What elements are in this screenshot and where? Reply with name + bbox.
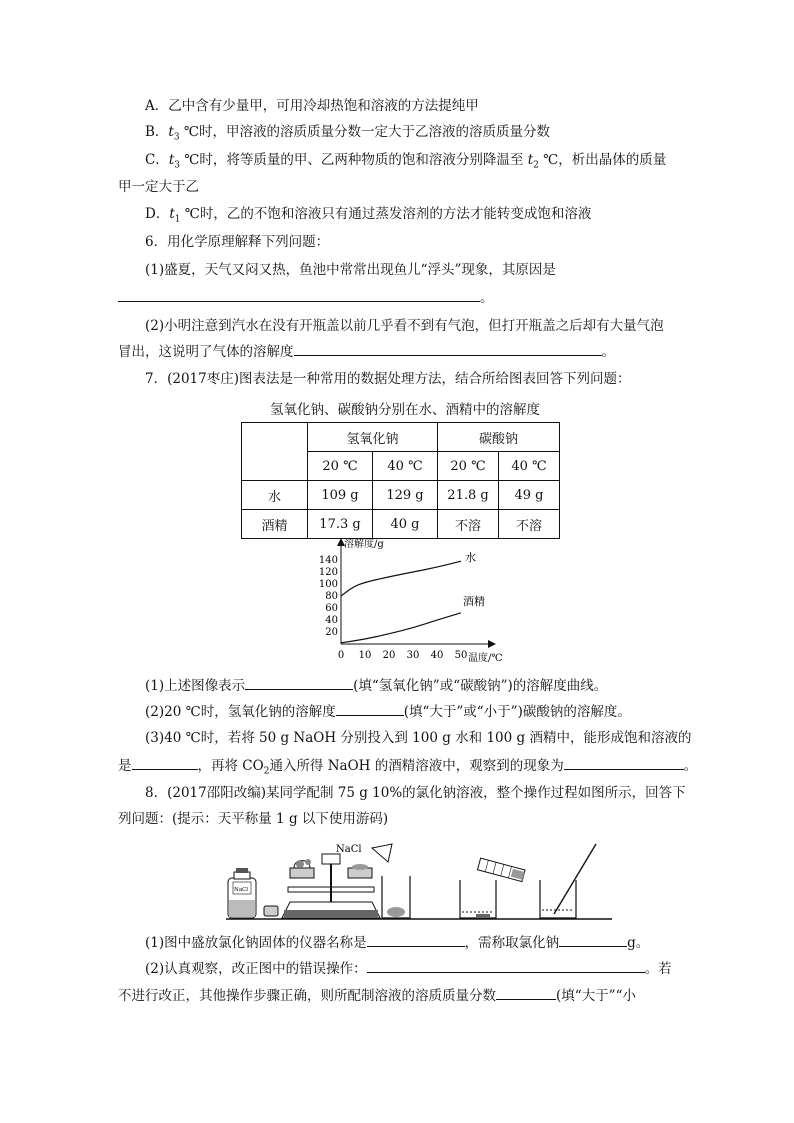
q7-p3 bbox=[145, 728, 691, 748]
table-cell: 不溶 bbox=[499, 510, 560, 539]
x-ticks bbox=[338, 650, 468, 661]
option-c-sub2: 2 bbox=[533, 160, 539, 171]
q7-p3-blank2[interactable] bbox=[564, 755, 684, 770]
series-label-1: 酒精 bbox=[463, 594, 485, 608]
q8-p1-end: g。 bbox=[627, 935, 650, 951]
table-cell: 不溶 bbox=[438, 510, 499, 539]
q7-co2-sub: 2 bbox=[263, 766, 270, 777]
glass-rod-icon bbox=[554, 844, 596, 914]
q7-p2-text: (2)20 ℃时，氢氧化钠的溶解度 bbox=[145, 704, 336, 720]
q8-stem bbox=[145, 783, 686, 803]
table-solvent: 酒精 bbox=[242, 510, 308, 539]
beaker-water-icon bbox=[460, 858, 525, 918]
q8-p1-blank2[interactable] bbox=[559, 932, 627, 947]
table-title: 氢氧化钠、碳酸钠分别在水、酒精中的溶解度 bbox=[270, 402, 540, 418]
q7-p3-end: 。 bbox=[683, 758, 698, 774]
table-header-na2co3: 碳酸钠 bbox=[438, 423, 560, 452]
q8-p2-line2-text: 不进行改正，其他操作步骤正确，则所配制溶液的溶质质量分数 bbox=[118, 988, 496, 1004]
q6-p2-end: 。 bbox=[601, 344, 615, 360]
option-b-text: ℃时，甲溶液的溶质质量分数一定大于乙溶液的溶质质量分数 bbox=[179, 124, 550, 140]
table-cell: 21.8 g bbox=[438, 481, 499, 510]
y-tick-label: 120 bbox=[318, 567, 338, 578]
q7-stem-text: 7．(2017枣庄)图表法是一种常用的数据处理方法，结合所给图表回答下列问题： bbox=[145, 371, 631, 387]
q8-p1-mid: ，需称取氯化钠 bbox=[464, 935, 560, 951]
option-d-prefix: D． bbox=[145, 206, 170, 222]
q6-stem-text: 6．用化学原理解释下列问题： bbox=[145, 234, 330, 250]
nacl-label: NaCl bbox=[336, 844, 362, 855]
q8-stem-line2 bbox=[118, 809, 388, 829]
table-cell: 109 g bbox=[308, 481, 373, 510]
q8-p2-line2 bbox=[118, 985, 636, 1006]
option-d-sub: 1 bbox=[174, 214, 181, 225]
option-d-text: ℃时，乙的不饱和溶液只有通过蒸发溶剂的方法才能转变成饱和溶液 bbox=[180, 206, 592, 222]
q7-p3-text: (3)40 ℃时，若将 50 g NaOH 分别投入到 100 g 水和 100 g 酒精中，能形成饱和溶液的 bbox=[145, 730, 692, 746]
series-line-1 bbox=[341, 613, 461, 643]
table-header-naoh: 氢氧化钠 bbox=[308, 423, 438, 452]
y-tick-label: 80 bbox=[325, 591, 338, 602]
q6-p1-end: 。 bbox=[480, 290, 494, 306]
q7-p1 bbox=[145, 675, 607, 696]
x-tick-label: 0 bbox=[337, 650, 345, 661]
x-tick-label: 50 bbox=[454, 650, 468, 661]
q7-p3-line2a: 是 bbox=[118, 758, 132, 774]
q7-p2 bbox=[145, 701, 631, 722]
table-cell: 129 g bbox=[373, 481, 438, 510]
y-tick-label: 100 bbox=[318, 579, 338, 590]
beaker-stirring-icon bbox=[540, 844, 596, 918]
table-temp: 20 ℃ bbox=[438, 452, 499, 481]
q8-p2-blank2[interactable] bbox=[496, 985, 556, 1000]
bottle-cap-icon bbox=[264, 906, 278, 916]
x-tick-label: 30 bbox=[406, 650, 420, 661]
q6-p2-text: (2)小明注意到汽水在没有开瓶盖以前几乎看不到有气泡，但打开瓶盖之后却有大量气泡 bbox=[145, 318, 664, 334]
series-line-0 bbox=[341, 561, 461, 596]
table-cell: 40 g bbox=[373, 510, 438, 539]
option-b-sub: 3 bbox=[173, 132, 180, 143]
q8-stem-text: 8．(2017邵阳改编)某同学配制 75 g 10%的氯化钠溶液，整个操作过程如图所示，回答下 bbox=[145, 785, 686, 801]
q6-p2-line2-text: 冒出，这说明了气体的溶解度 bbox=[118, 344, 294, 360]
table-temp: 40 ℃ bbox=[373, 452, 438, 481]
q7-p1-text: (1)上述图像表示 bbox=[145, 678, 246, 694]
option-c-text2: ℃，析出晶体的质量 bbox=[538, 152, 667, 168]
table-cell: 49 g bbox=[499, 481, 560, 510]
y-tick-label: 40 bbox=[325, 615, 338, 626]
option-c-var: t bbox=[168, 152, 175, 168]
option-c-line2-text: 甲一定大于乙 bbox=[118, 179, 199, 195]
y-tick-label: 140 bbox=[318, 555, 338, 566]
q8-p2-line2-end: (填“大于”“小 bbox=[556, 988, 636, 1004]
q8-p1-blank1[interactable] bbox=[367, 932, 465, 947]
q7-p3-line2c: 通入所得 NaOH 的酒精溶液中，观察到的现象为 bbox=[269, 758, 564, 774]
option-c-var2: t bbox=[527, 152, 534, 168]
table-cell: 17.3 g bbox=[308, 510, 373, 539]
beaker-solid-icon bbox=[382, 876, 410, 918]
series-lines bbox=[341, 550, 485, 643]
table-temp: 40 ℃ bbox=[499, 452, 560, 481]
spatula-icon bbox=[372, 844, 392, 862]
q8-p1 bbox=[145, 932, 649, 953]
table-solvent: 水 bbox=[242, 481, 308, 510]
x-tick-label: 20 bbox=[382, 650, 396, 661]
table-temp: 20 ℃ bbox=[308, 452, 373, 481]
graduated-cylinder-icon bbox=[478, 858, 526, 881]
option-b-prefix: B． bbox=[145, 124, 169, 140]
q6-p1-text: (1)盛夏，天气又闷又热，鱼池中常常出现鱼儿“浮头”现象，其原因是 bbox=[145, 262, 556, 278]
balance-icon bbox=[282, 854, 380, 918]
y-tick-label: 20 bbox=[325, 627, 338, 638]
series-label-0: 水 bbox=[465, 551, 476, 565]
q7-p2-blank[interactable] bbox=[336, 701, 404, 716]
x-tick-label: 40 bbox=[430, 650, 444, 661]
q8-stem-line2-text: 列问题：(提示：天平称量 1 g 以下使用游码) bbox=[118, 811, 389, 827]
option-c-sub: 3 bbox=[174, 160, 181, 171]
lab-procedure-figure bbox=[224, 840, 614, 922]
q8-p1-text: (1)图中盛放氯化钠固体的仪器名称是 bbox=[145, 935, 367, 951]
q7-p3-line2b: ，再将 CO bbox=[197, 758, 264, 774]
option-a-text: A．乙中含有少量甲，可用冷却热饱和溶液的方法提纯甲 bbox=[145, 98, 479, 114]
y-ticks bbox=[319, 555, 338, 638]
weight-icon bbox=[296, 860, 304, 868]
x-tick-label: 10 bbox=[358, 650, 372, 661]
reagent-bottle-icon bbox=[228, 868, 256, 918]
option-c-text: ℃时，将等质量的甲、乙两种物质的饱和溶液分别降温至 bbox=[180, 152, 528, 168]
option-b-var: t bbox=[168, 124, 174, 140]
y-axis-label: 溶解度/g bbox=[344, 539, 384, 550]
y-tick-label: 60 bbox=[325, 603, 338, 614]
q7-p1-blank[interactable] bbox=[245, 675, 353, 690]
option-d-var: t bbox=[169, 206, 175, 222]
x-axis-label: 温度/℃ bbox=[468, 653, 503, 664]
salt-pile bbox=[352, 864, 368, 870]
q7-p1-end: (填“氢氧化钠”或“碳酸钠”)的溶解度曲线。 bbox=[353, 678, 608, 694]
q8-p2-blank1[interactable] bbox=[367, 958, 645, 973]
bottle-label: NaCl bbox=[234, 887, 249, 893]
q7-p3-line2 bbox=[118, 755, 697, 782]
q8-p2-end: 。若 bbox=[644, 961, 672, 977]
option-c-prefix: C． bbox=[145, 152, 169, 168]
q8-p2 bbox=[145, 958, 672, 979]
q7-p3-blank1[interactable] bbox=[132, 755, 198, 770]
q7-p2-end: (填“大于”或“小于”)碳酸钠的溶解度。 bbox=[403, 704, 631, 720]
q8-p2-text: (2)认真观察，改正图中的错误操作： bbox=[145, 961, 367, 977]
